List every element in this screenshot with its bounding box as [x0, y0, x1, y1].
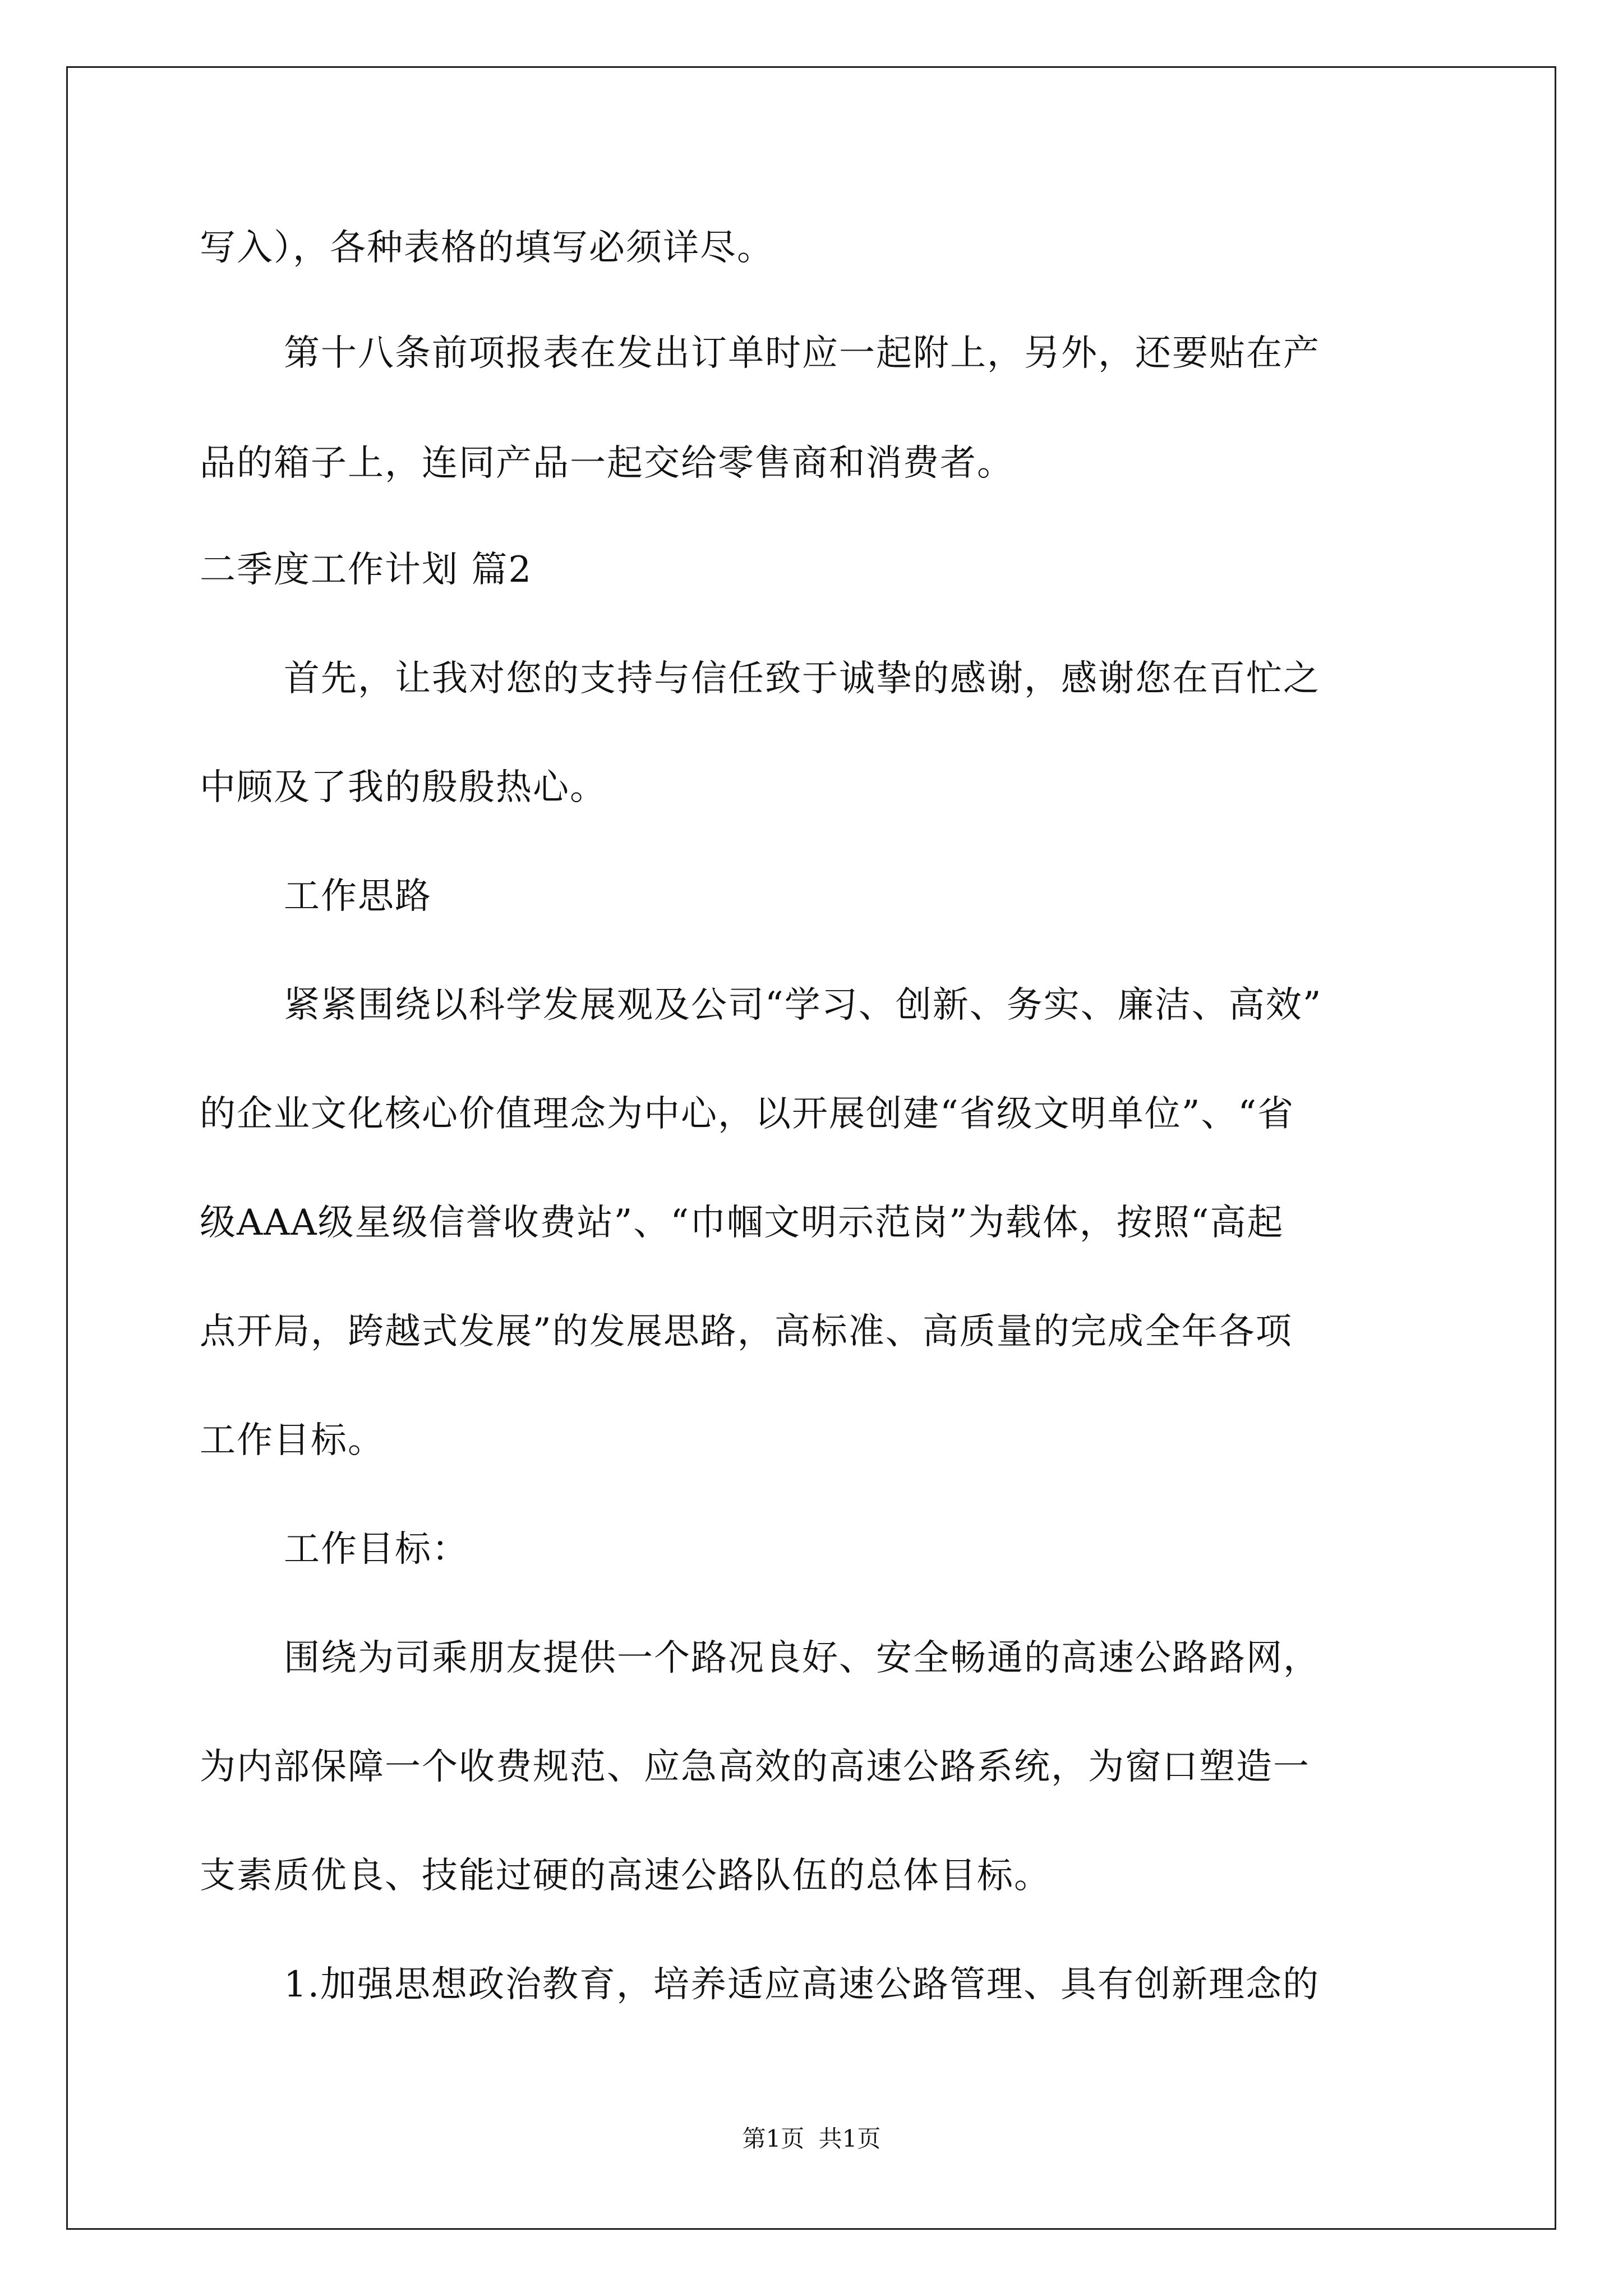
text-line-2: 第十八条前项报表在发出订单时应一起附上，另外，还要贴在产 — [284, 333, 1320, 374]
page-footer — [0, 2127, 1623, 2151]
text-line-6: 中顾及了我的殷殷热心。 — [200, 767, 607, 808]
text-line-11: 点开局，跨越式发展”的发展思路，高标准、高质量的完成全年各项 — [200, 1311, 1293, 1352]
page-number: 第1页 — [742, 2125, 805, 2152]
text-line-3: 品的箱子上，连同产品一起交给零售商和消费者。 — [200, 443, 1014, 484]
subheading-work-goals: 工作目标： — [284, 1529, 469, 1570]
text-line-16: 支素质优良、技能过硬的高速公路队伍的总体目标。 — [200, 1855, 1051, 1897]
text-line-17: 1.加强思想政治教育，培养适应高速公路管理、具有创新理念的 — [284, 1964, 1320, 2005]
page-border — [66, 66, 1556, 2230]
text-line-14: 围绕为司乘朋友提供一个路况良好、安全畅通的高速公路路网， — [284, 1637, 1320, 1679]
text-line-8: 紧紧围绕以科学发展观及公司“学习、创新、务实、廉洁、高效” — [284, 984, 1322, 1026]
text-line-12: 工作目标。 — [200, 1420, 385, 1461]
text-line-15: 为内部保障一个收费规范、应急高效的高速公路系统，为窗口塑造一 — [200, 1746, 1310, 1788]
text-line-1: 写入），各种表格的填写必须详尽。 — [200, 227, 774, 269]
section-heading: 二季度工作计划 篇2 — [200, 549, 533, 591]
subheading-work-approach: 工作思路 — [284, 876, 432, 917]
text-line-10: 级AAA级星级信誉收费站”、“巾帼文明示范岗”为载体，按照“高起 — [200, 1202, 1284, 1244]
text-line-5: 首先，让我对您的支持与信任致于诚挚的感谢，感谢您在百忙之 — [284, 658, 1320, 700]
text-line-9: 的企业文化核心价值理念为中心，以开展创建“省级文明单位”、“省 — [200, 1093, 1295, 1135]
page-total: 共1页 — [818, 2125, 881, 2152]
